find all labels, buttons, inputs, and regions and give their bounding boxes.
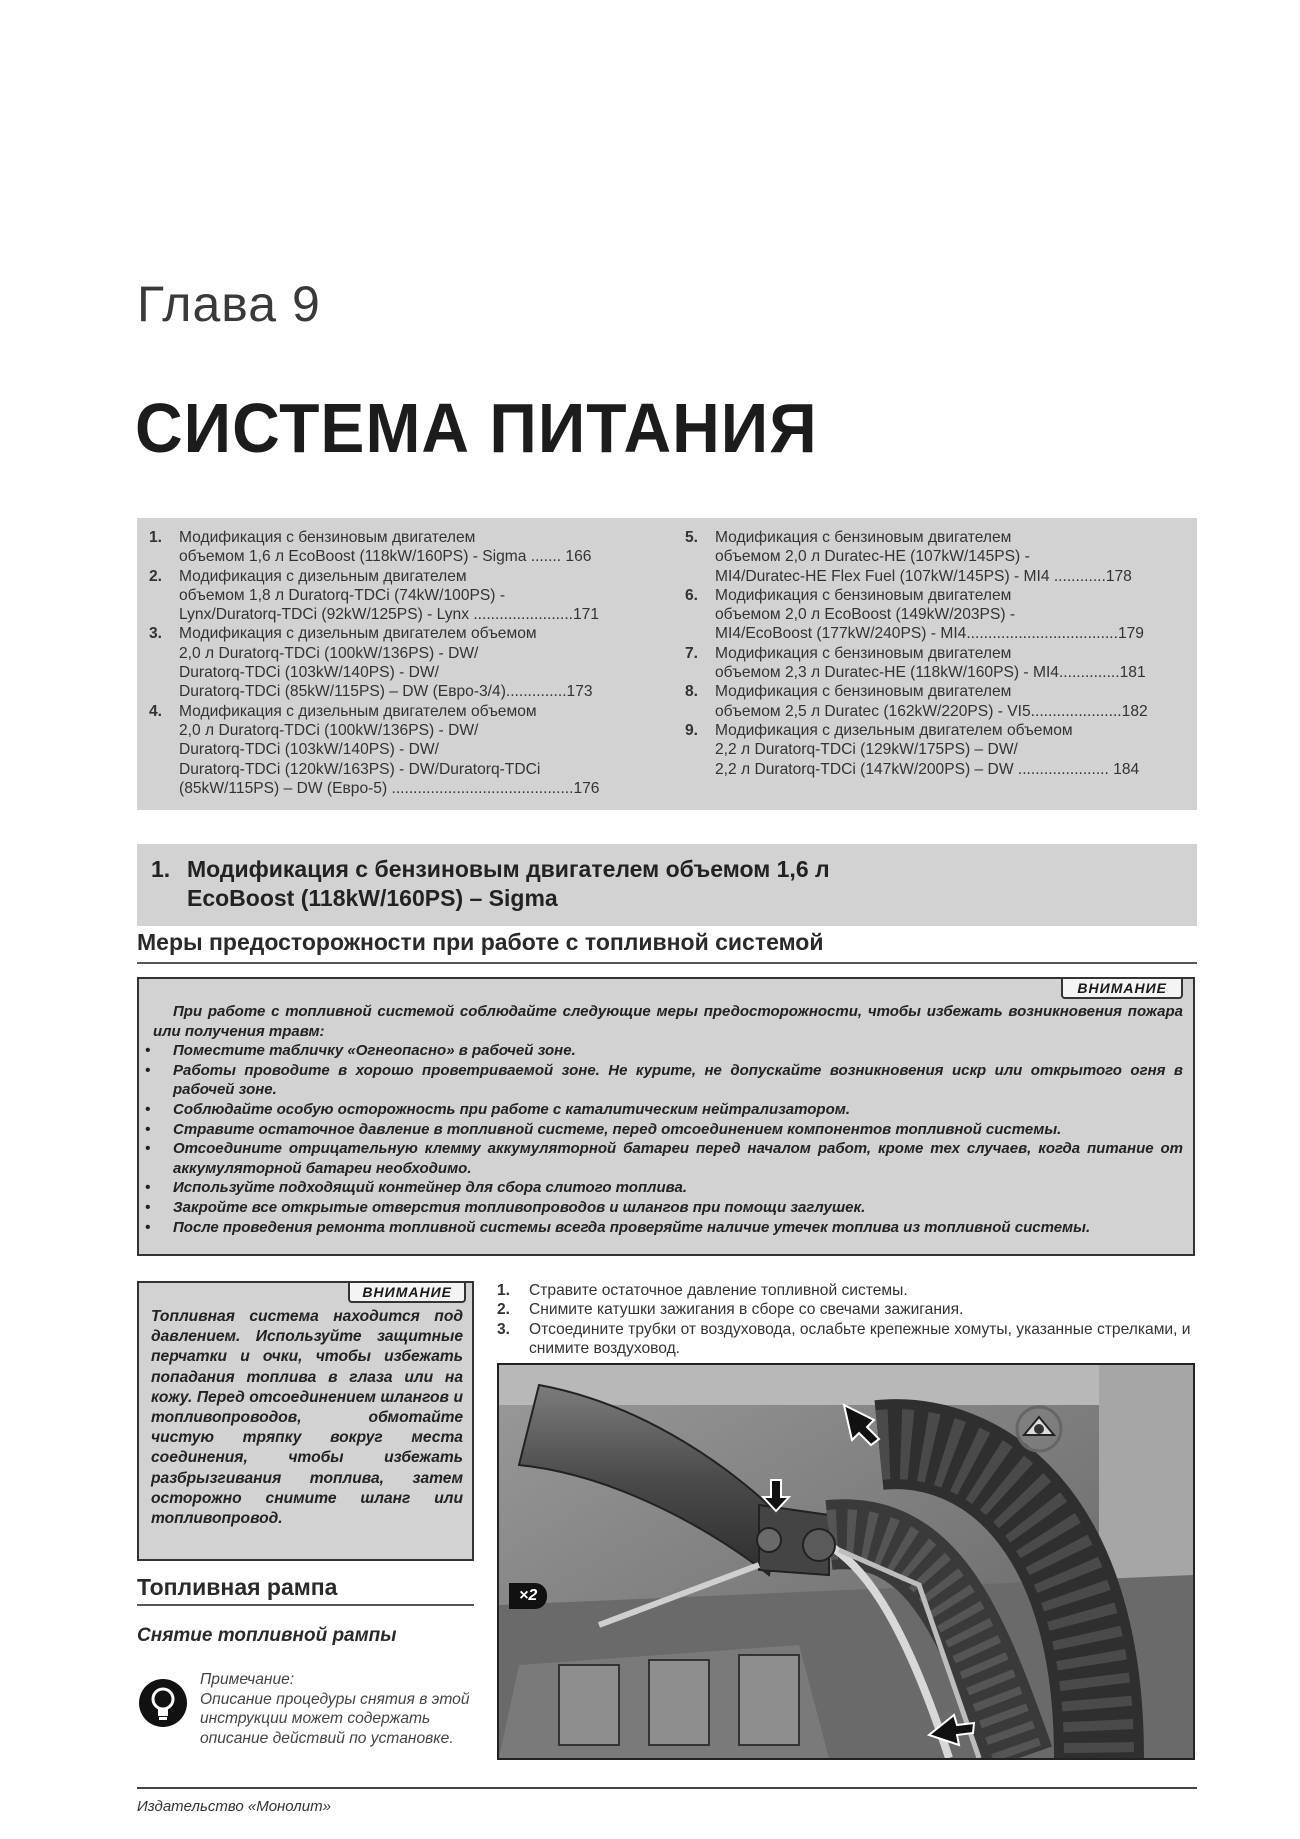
- note-text: Описание процедуры снятия в этой инструкции может содержать описание действий по установке.: [200, 1690, 470, 1747]
- heading-divider: [137, 962, 1197, 964]
- warning-tag: ВНИМАНИЕ: [1061, 977, 1183, 999]
- section-banner: [137, 844, 1197, 926]
- note-label: Примечание:: [200, 1671, 295, 1688]
- step-item: 1. Стравите остаточное давление топливной системы.: [497, 1282, 908, 1299]
- toc-item[interactable]: 4. Модификация с дизельным двигателем объемом 2,0 л Duratorq-TDCi (100kW/136PS) - DW/ Duratorq-TDCi (103kW/140PS) - DW/ Duratorq-TDCi (120kW/163PS) - DW/Duratorq-TDCi (85kW/115PS) – DW (Евро-5) ..........................................176: [149, 702, 600, 797]
- quantity-badge: ×2: [509, 1583, 547, 1609]
- toc-column-left: [149, 528, 649, 798]
- toc-item[interactable]: 1. Модификация с бензиновым двигателем объемом 1,6 л EcoBoost (118kW/160PS) - Sigma ....... 166: [149, 529, 592, 566]
- warning-tag: ВНИМАНИЕ: [348, 1281, 466, 1303]
- warning-bullet: • Стравите остаточное давление в топливной системе, перед отсоединением компонентов топливной системы.: [153, 1120, 1183, 1140]
- toc-item[interactable]: 7. Модификация с бензиновым двигателем объемом 2,3 л Duratec-HE (118kW/160PS) - MI4..............181: [685, 644, 1146, 682]
- chapter-label: Глава 9: [137, 276, 321, 332]
- toc-item[interactable]: 9. Модификация с дизельным двигателем объемом 2,2 л Duratorq-TDCi (129kW/175PS) – DW/ 2,2 л Duratorq-TDCi (147kW/200PS) – DW ..................... 184: [685, 721, 1140, 778]
- toc-item[interactable]: 3. Модификация с дизельным двигателем объемом 2,0 л Duratorq-TDCi (100kW/136PS) - DW/ Duratorq-TDCi (103kW/140PS) - DW/ Duratorq-TDCi (85kW/115PS) – DW (Евро-3/4)..............173: [149, 625, 593, 701]
- publisher-footer: Издательство «Монолит»: [137, 1798, 331, 1815]
- warning-bullet: • Поместите табличку «Огнеопасно» в рабочей зоне.: [153, 1041, 1183, 1061]
- warning-bullet: • Работы проводите в хорошо проветриваемой зоне. Не курите, не допускайте возникновения искр или открытого огня в рабочей зоне.: [153, 1061, 1183, 1100]
- toc-column-right: [685, 528, 1185, 779]
- warning-intro: При работе с топливной системой соблюдайте следующие меры предосторожности, чтобы избежать возникновения пожара или получения травм:: [153, 1003, 1183, 1040]
- fuel-rail-subheading: Снятие топливной рампы: [137, 1625, 397, 1646]
- warning-bullet: • Закройте все открытые отверстия топливопроводов и шлангов при помощи заглушек.: [153, 1198, 1183, 1218]
- precautions-heading: Меры предосторожности при работе с топливной системой: [137, 929, 824, 955]
- precautions-warning-box: [137, 977, 1195, 1256]
- engine-bay-photo: [497, 1363, 1195, 1760]
- table-of-contents: [137, 518, 1197, 810]
- warning-bullet: • После проведения ремонта топливной системы всегда проверяйте наличие утечек топлива из топливной системы.: [153, 1218, 1183, 1238]
- footer-divider: [137, 1787, 1197, 1789]
- toc-item[interactable]: 5. Модификация с бензиновым двигателем объемом 2,0 л Duratec-HE (107kW/145PS) - MI4/Duratec-HE Flex Fuel (107kW/145PS) - MI4 ............178: [685, 529, 1132, 585]
- fuel-rail-heading: Топливная рампа: [137, 1574, 338, 1600]
- section-title-line2: EcoBoost (118kW/160PS) – Sigma: [187, 885, 558, 911]
- warning-bullet: • Соблюдайте особую осторожность при работе с каталитическим нейтрализатором.: [153, 1100, 1183, 1120]
- section-number: 1.: [151, 856, 171, 882]
- warning-bullet: • Отсоедините отрицательную клемму аккумуляторной батареи перед началом работ, кроме тех случаев, когда питание от аккумуляторной батареи необходимо.: [153, 1139, 1183, 1178]
- warning-bullet: • Используйте подходящий контейнер для сбора слитого топлива.: [153, 1178, 1183, 1198]
- procedure-steps: [497, 1281, 1197, 1358]
- heading-divider: [137, 1604, 474, 1606]
- step-item: 3. Отсоедините трубки от воздуховода, ослабьте крепежные хомуты, указанные стрелками, и снимите воздуховод.: [497, 1320, 1191, 1357]
- step-item: 2. Снимите катушки зажигания в сборе со свечами зажигания.: [497, 1301, 964, 1319]
- toc-item[interactable]: 6. Модификация с бензиновым двигателем объемом 2,0 л EcoBoost (149kW/203PS) - MI4/EcoBoost (177kW/240PS) - MI4...................................179: [685, 586, 1144, 643]
- side-warning-box: [137, 1281, 474, 1561]
- lightbulb-icon: [137, 1677, 189, 1729]
- toc-item[interactable]: 2. Модификация с дизельным двигателем объемом 1,8 л Duratorq-TDCi (74kW/100PS) - Lynx/Duratorq-TDCi (92kW/125PS) - Lynx .......................171: [149, 567, 600, 624]
- side-warning-text: Топливная система находится под давлением. Используйте защитные перчатки и очки, чтобы избежать попадания топлива в глаза или на кожу. Перед отсоединением шлангов и топливопроводов, обмотайте чистую тряпку вокруг места соединения, чтобы избежать разбрызгивания топлива, затем осторожно снимите шланг или топливопровод.: [151, 1308, 463, 1528]
- section-title-line1: Модификация с бензиновым двигателем объемом 1,6 л: [187, 856, 830, 882]
- note-block: [200, 1670, 476, 1748]
- toc-item[interactable]: 8. Модификация с бензиновым двигателем объемом 2,5 л Duratec (162kW/220PS) - VI5.....................182: [685, 683, 1148, 720]
- chapter-title: СИСТЕМА ПИТАНИЯ: [135, 389, 818, 467]
